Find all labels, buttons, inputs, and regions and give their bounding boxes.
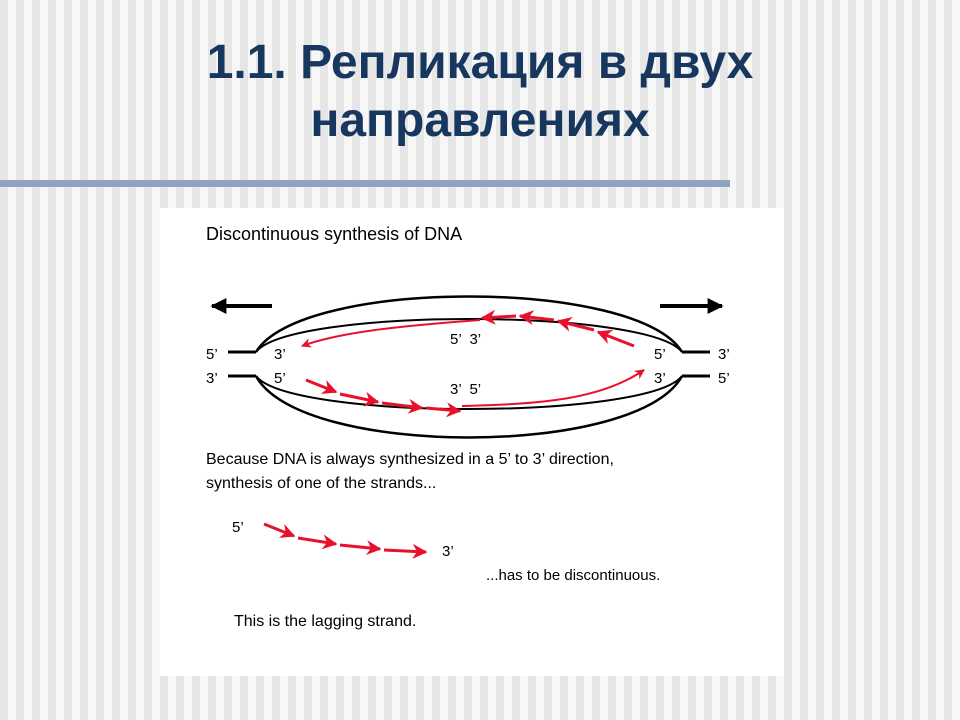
example-fragment-1 <box>264 524 294 536</box>
example-start-label: 5’ <box>232 519 244 536</box>
left-bottom-outer-label: 3’ <box>206 370 218 387</box>
example-fragment-3 <box>340 545 380 549</box>
right-bottom-outer-label: 5’ <box>718 370 730 387</box>
bottom-okazaki-fragment-2 <box>340 394 378 402</box>
top-okazaki-fragment-1 <box>482 316 516 318</box>
slide-title-line-1: 1.1. Репликация в двух <box>206 36 754 89</box>
figure-heading: Discontinuous synthesis of DNA <box>206 224 463 244</box>
explanation-line-1: Because DNA is always synthesized in a 5’ to 3’ direction, <box>206 451 614 468</box>
lagging-strand-note: This is the lagging strand. <box>234 613 417 630</box>
slide-title-line-2: направлениях <box>310 94 650 147</box>
example-end-label: 3’ <box>442 543 454 560</box>
right-top-inner-label: 5’ <box>654 346 666 363</box>
top-okazaki-fragment-4 <box>598 332 634 346</box>
bottom-strand-polarity-label: 3’ 5’ <box>450 381 482 398</box>
example-fragment-4 <box>384 550 426 552</box>
right-top-outer-label: 3’ <box>718 346 730 363</box>
slide-title <box>0 34 960 150</box>
left-top-inner-label: 3’ <box>274 346 286 363</box>
left-top-outer-label: 5’ <box>206 346 218 363</box>
bottom-okazaki-fragment-1 <box>306 380 336 392</box>
title-underline <box>0 180 730 187</box>
top-strand-polarity-label: 5’ 3’ <box>450 331 482 348</box>
left-bottom-inner-label: 5’ <box>274 370 286 387</box>
replication-bubble-diagram <box>160 208 784 676</box>
conclusion-text: ...has to be discontinuous. <box>486 567 661 584</box>
bottom-leading-strand-arrow <box>462 370 644 406</box>
right-bottom-inner-label: 3’ <box>654 370 666 387</box>
explanation-line-2: synthesis of one of the strands... <box>206 475 437 492</box>
example-fragment-2 <box>298 538 336 544</box>
dna-replication-figure <box>160 208 784 676</box>
